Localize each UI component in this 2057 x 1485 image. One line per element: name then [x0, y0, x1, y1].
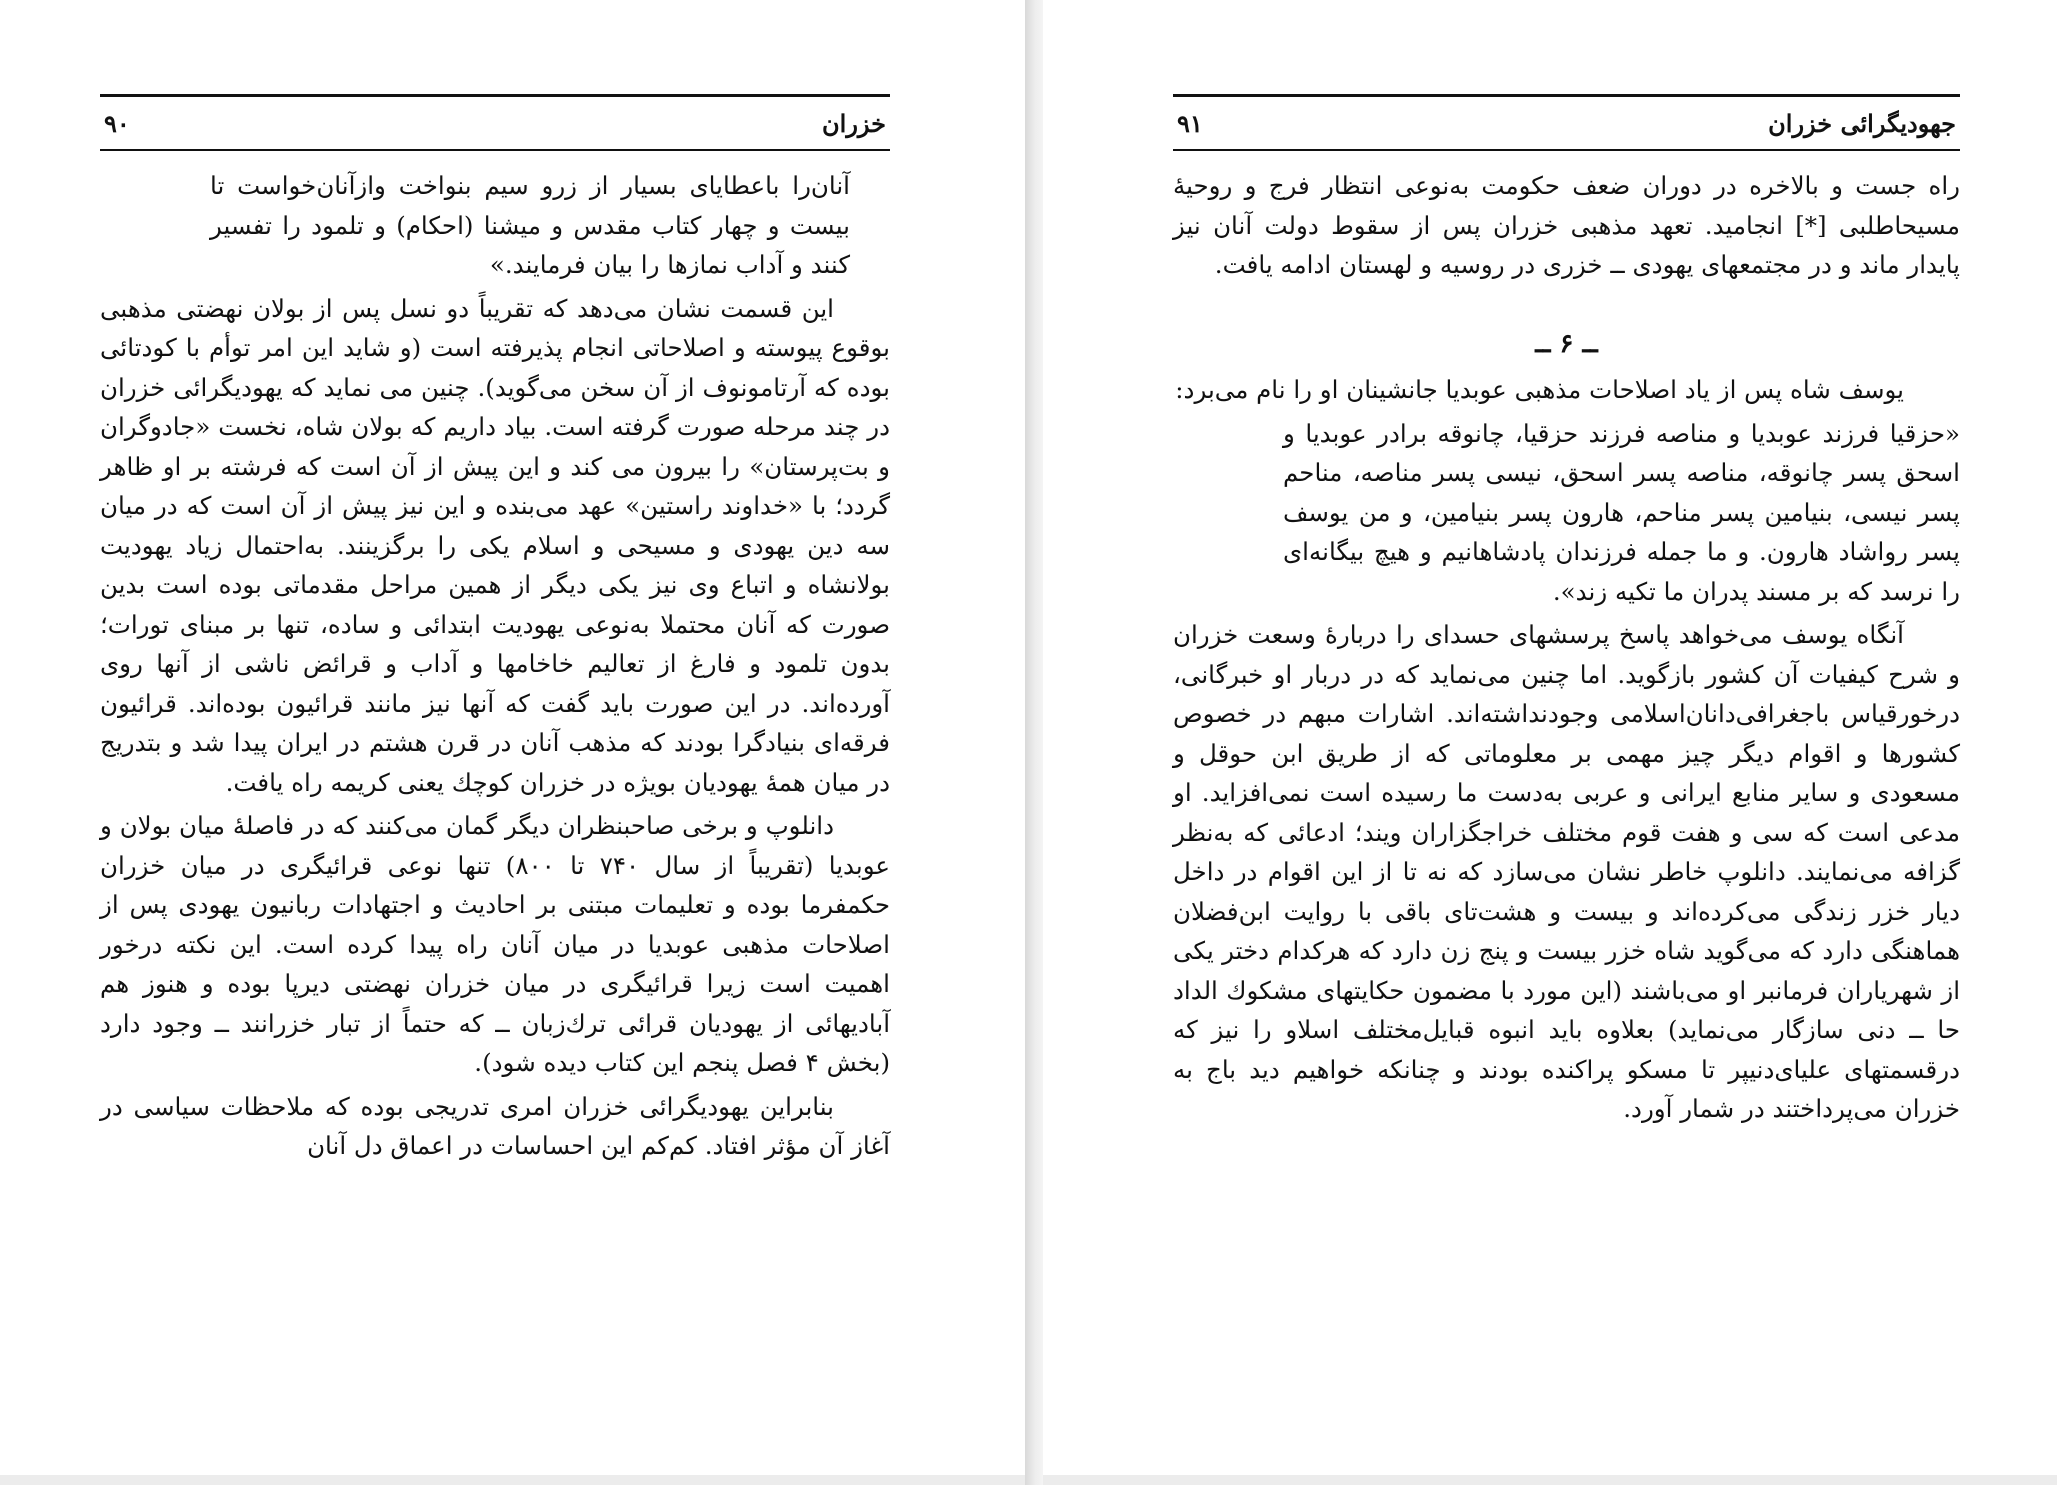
left-page-body [100, 166, 890, 1170]
right-page-body [1173, 166, 1960, 1133]
right-page-number: ۹۱ [1177, 108, 1203, 138]
right-running-title: جهودیگرائی خزران [1768, 108, 1956, 138]
right-page [1043, 0, 2057, 1475]
left-page-header [100, 94, 890, 151]
section-number-heading: ــ ۶ ــ [1535, 328, 1598, 359]
left-page [0, 0, 1025, 1475]
left-page-number: ۹۰ [104, 108, 130, 138]
right-paragraph-1: یوسف شاه پس از یاد اصلاحات مذهبی عوبدیا جانشینان او را نام می‌برد: [1175, 375, 1904, 404]
left-paragraph-3: بنابراین یهودیگرائی خزران امری تدریجی بوده که ملاحظات سیاسی در آغاز آن مؤثر افتاد. کم‌کم این احساسات در اعماق دل آنان [100, 1091, 890, 1160]
right-page-header [1173, 94, 1960, 151]
book-gutter [1025, 0, 1043, 1485]
right-paragraph-2: آنگاه یوسف می‌خواهد پاسخ پرسشهای حسدای را دربارهٔ وسعت خزران و شرح کیفیات آن کشور بازگوید. اما چنین می‌نماید که در دربار او خبرگانی، درخورقیاس باجغرافی‌دانان‌اسلامی وجودنداشته‌اند. اشارات مبهم در خصوص کشورها و اقوام دیگر چیز مهمی بر معلوماتی که از طریق ابن حوقل و مسعودی و سایر منابع ایرانی و عربی به‌دست ما رسیده است نمی‌افزاید. او مدعی است که سی و هفت قوم مختلف خراجگزاران ویند؛ ادعائی که به‌نظر گزافه می‌نمایند. دانلوپ خاطر نشان می‌سازد که نه تا از این اقوام در داخل دیار خزر زندگی می‌کرده‌اند و بیست و هشت‌تای باقی با روایت ابن‌فضلان هماهنگی دارد که می‌گوید شاه خزر بیست و پنج زن دارد که هرکدام دختر یکی از شهریاران فرمانبر او می‌باشند (این مورد با مضمون حکایتهای مشکوك الداد حا ــ دنی سازگار می‌نماید) بعلاوه باید انبوه قبایل‌مختلف اسلاو را نیز که درقسمتهای علیای‌دنیپر تا مسکو پراکنده بودند و چنانکه خواهیم دید باج به خزران می‌پرداختند در شمار آورد. [1173, 620, 1960, 1123]
left-quote-1: آنان‌را باعطایای بسیار از زرو سیم بنواخت وازآنان‌خواست تا بیست و چهار کتاب مقدس و میشنا (احکام) و تلمود را تفسیر کنند و آداب نمازها را بیان فرمایند.» [210, 171, 850, 279]
left-paragraph-2: دانلوپ و برخی صاحبنظران دیگر گمان می‌کنند که در فاصلهٔ میان بولان و عوبدیا (تقریباً از سال ۷۴۰ تا ۸۰۰) تنها نوعی قرائیگری در میان خزران حکمفرما بوده و تعلیمات مبتنی بر احادیث و اجتهادات ربانیون یهودی پس از اصلاحات مذهبی عوبدیا در میان آنان راه پیدا کرده است. این نکته درخور اهمیت است زیرا قرائیگری در میان خزران نهضتی دیرپا بوده و هنوز هم آبادیهائی از یهودیان قرائی ترك‌زبان ــ که حتماً از تبار خزرانند ــ وجود دارد (بخش ۴ فصل پنجم این کتاب دیده شود). [100, 811, 890, 1077]
right-quote-1: «حزقیا فرزند عوبدیا و مناصه فرزند حزقیا، چانوقه برادر عوبدیا و اسحق پسر چانوقه، مناصه پسر اسحق، نیسی پسر مناصه، مناحم پسر نیسی، بنیامین پسر مناحم، هارون پسر بنیامین، و من یوسف پسر رواشاد هارون. و ما جمله فرزندان پادشاهانیم و هیچ بیگانه‌ای را نرسد که بر مسند پدران ما تکیه زند». [1283, 418, 1960, 606]
right-continuation-paragraph: راه جست و بالاخره در دوران ضعف حکومت به‌نوعی انتظار فرج و روحیهٔ مسیحاطلبی [*] انجامید. تعهد مذهبی خزران پس از سقوط دولت آنان نیز پایدار ماند و در مجتمعهای یهودی ــ خزری در روسیه و لهستان ادامه یافت. [1173, 171, 1960, 279]
left-paragraph-1: این قسمت نشان می‌دهد که تقریباً دو نسل پس از بولان نهضتی مذهبی بوقوع پیوسته و اصلاحاتی انجام پذیرفته است (و شاید این امر توأم با کودتائی بوده که آرتامونوف از آن سخن می‌گوید). چنین می نماید که یهودیگرائی خزران در چند مرحله صورت گرفته است. بیاد داریم که بولان شاه، نخست «جادوگران و بت‌پرستان» را بیرون می کند و این پیش از آن است که فرشته بر او ظاهر گردد؛ با «خداوند راستین» عهد می‌بنده و این نیز پیش از آن است که در میان سه دین یهودی و مسیحی و اسلام یکی را برگزینند. به‌احتمال زیاد یهودیت بولانشاه و اتباع وی نیز یکی دیگر از همین مراحل مقدماتی بوده است بدین صورت که آنان محتملا به‌نوعی یهودیت ابتدائی و ساده، تنها بر مبنای تورات؛ بدون تلمود و فارغ از تعالیم خاخامها و آداب و قرائض ناشی از آنها روی آورده‌اند. در این صورت باید گفت که آنها نیز مانند قرائیون بوده‌اند. قرائیون فرقه‌ای بنیادگرا بودند که مذهب آنان در قرن هشتم در ایران پیدا شد و بتدریج در میان همهٔ یهودیان بویژه در خزران کوچك یعنی کریمه راه یافت. [100, 293, 890, 797]
left-running-title: خزران [822, 108, 886, 138]
